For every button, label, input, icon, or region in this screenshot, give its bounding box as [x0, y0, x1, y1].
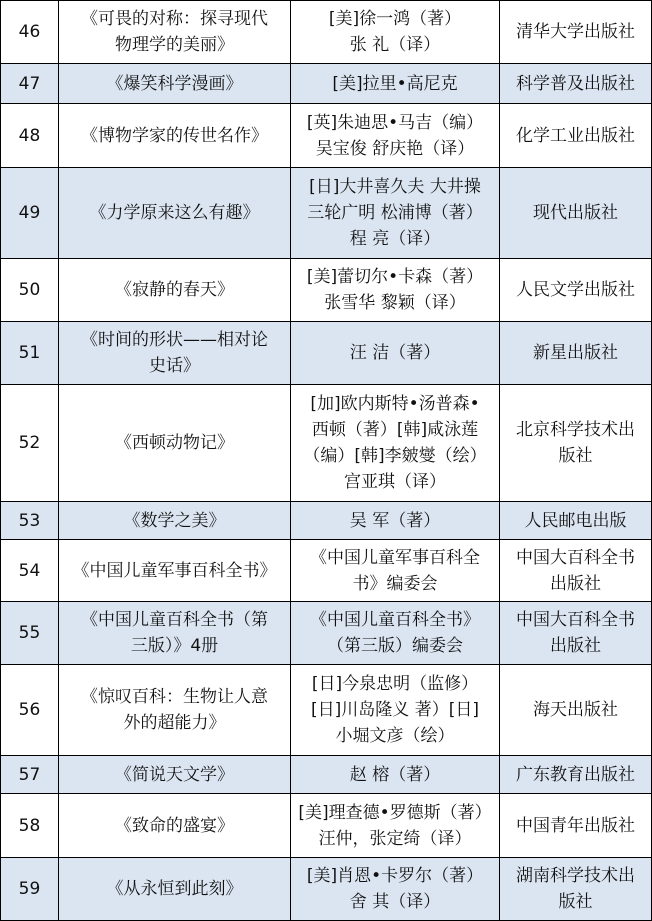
book-publisher: 中国大百科全书 出版社: [500, 540, 652, 602]
book-publisher: 北京科学技术出 版社: [500, 385, 652, 502]
book-publisher: 科学普及出版社: [500, 64, 652, 104]
book-publisher: 清华大学出版社: [500, 1, 652, 64]
book-author: [日]今泉忠明（监修） [日]川岛隆义 著）[日] 小堀文彦（绘）: [291, 665, 500, 756]
row-number: 59: [1, 858, 59, 921]
book-title: 《中国儿童百科全书（第 三版）》4册: [59, 602, 291, 665]
table-row: [1, 756, 652, 794]
book-title: 《西顿动物记》: [59, 385, 291, 502]
book-author: 赵 榕（著）: [291, 756, 500, 794]
book-title: 《惊叹百科：生物让人意 外的超能力》: [59, 665, 291, 756]
book-publisher: 中国青年出版社: [500, 794, 652, 858]
book-publisher: 化学工业出版社: [500, 104, 652, 168]
table-row: [1, 602, 652, 665]
book-title: 《寂静的春天》: [59, 259, 291, 322]
book-title: 《中国儿童军事百科全书》: [59, 540, 291, 602]
table-row: [1, 794, 652, 858]
book-author: 汪 洁（著）: [291, 322, 500, 385]
book-publisher: 中国大百科全书 出版社: [500, 602, 652, 665]
row-number: 51: [1, 322, 59, 385]
table-row: [1, 1, 652, 64]
book-publisher: 人民文学出版社: [500, 259, 652, 322]
book-title: 《致命的盛宴》: [59, 794, 291, 858]
table-row: [1, 322, 652, 385]
row-number: 57: [1, 756, 59, 794]
book-author: [美]拉里•高尼克: [291, 64, 500, 104]
book-title: 《从永恒到此刻》: [59, 858, 291, 921]
book-publisher: 广东教育出版社: [500, 756, 652, 794]
book-title: 《数学之美》: [59, 502, 291, 540]
table-row: [1, 104, 652, 168]
row-number: 54: [1, 540, 59, 602]
table-row: [1, 665, 652, 756]
book-author: 《中国儿童军事百科全 书》编委会: [291, 540, 500, 602]
book-publisher: 海天出版社: [500, 665, 652, 756]
row-number: 49: [1, 168, 59, 259]
book-author: [美]蕾切尔•卡森（著） 张雪华 黎颖（译）: [291, 259, 500, 322]
row-number: 50: [1, 259, 59, 322]
table-row: [1, 858, 652, 921]
book-author: [美]肖恩•卡罗尔（著） 舍 其（译）: [291, 858, 500, 921]
table-row: [1, 168, 652, 259]
book-title: 《力学原来这么有趣》: [59, 168, 291, 259]
book-author: [美]徐一鸿（著） 张 礼（译）: [291, 1, 500, 64]
table-row: [1, 64, 652, 104]
table-row: [1, 259, 652, 322]
row-number: 58: [1, 794, 59, 858]
book-author: [日]大井喜久夫 大井操 三轮广明 松浦博（著） 程 亮（译）: [291, 168, 500, 259]
book-publisher: 新星出版社: [500, 322, 652, 385]
book-publisher: 湖南科学技术出 版社: [500, 858, 652, 921]
book-title: 《博物学家的传世名作》: [59, 104, 291, 168]
book-publisher: 人民邮电出版: [500, 502, 652, 540]
book-publisher: 现代出版社: [500, 168, 652, 259]
row-number: 47: [1, 64, 59, 104]
book-author: [英]朱迪思•马吉（编） 吴宝俊 舒庆艳（译）: [291, 104, 500, 168]
table-row: [1, 502, 652, 540]
book-title: 《简说天文学》: [59, 756, 291, 794]
book-title: 《时间的形状——相对论 史话》: [59, 322, 291, 385]
row-number: 48: [1, 104, 59, 168]
book-title: 《爆笑科学漫画》: [59, 64, 291, 104]
book-author: [加]欧内斯特•汤普森• 西顿（著）[韩]咸泳莲 （编）[韩]李皴燮（绘） 宫亚琪（译）: [291, 385, 500, 502]
row-number: 53: [1, 502, 59, 540]
row-number: 56: [1, 665, 59, 756]
row-number: 46: [1, 1, 59, 64]
row-number: 52: [1, 385, 59, 502]
book-title: 《可畏的对称：探寻现代 物理学的美丽》: [59, 1, 291, 64]
row-number: 55: [1, 602, 59, 665]
book-list-body: [1, 1, 652, 921]
book-author: 吴 军（著）: [291, 502, 500, 540]
book-author: 《中国儿童百科全书》 （第三版）编委会: [291, 602, 500, 665]
table-row: [1, 540, 652, 602]
table-row: [1, 385, 652, 502]
book-author: [美]理查德•罗德斯（著） 汪仲，张定绮（译）: [291, 794, 500, 858]
